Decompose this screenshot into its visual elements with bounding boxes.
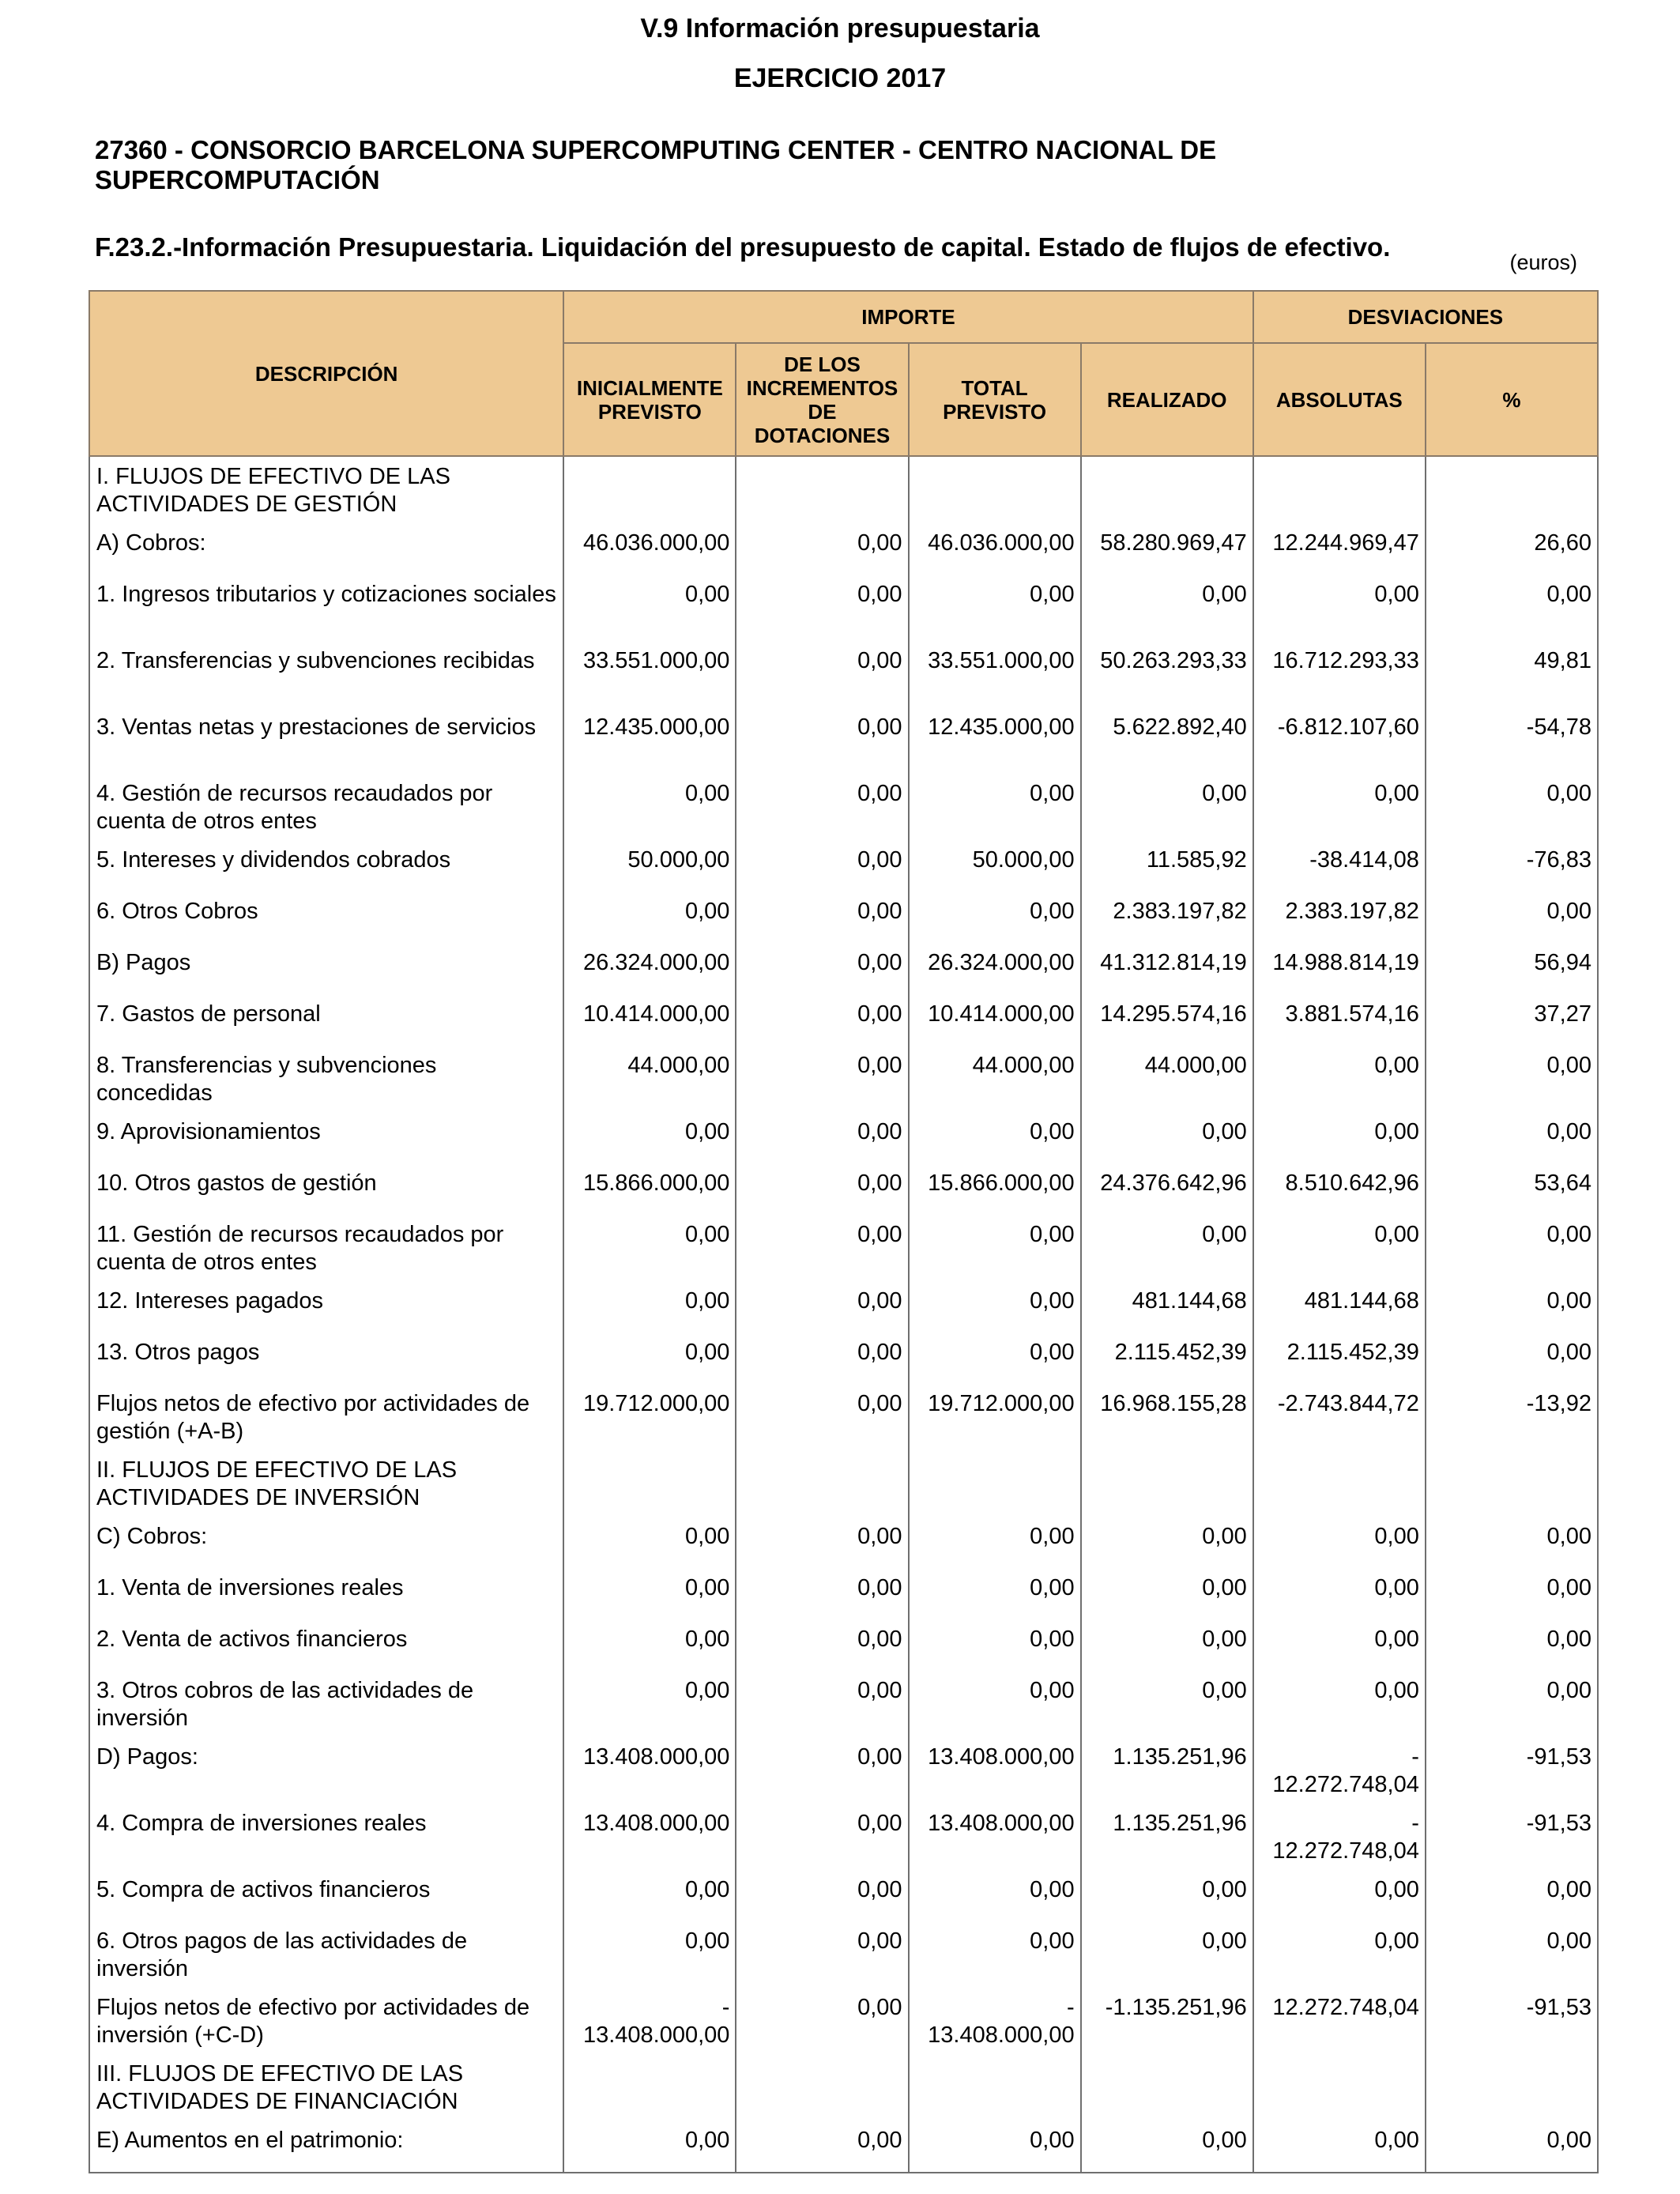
cell-incrementos: 0,00: [736, 1568, 908, 1619]
cell-realizado: 0,00: [1081, 1619, 1253, 1671]
cell-realizado: 5.622.892,40: [1081, 707, 1253, 774]
table-row: [89, 1281, 1598, 1333]
cell-total-previsto: 0,00: [909, 774, 1081, 840]
section-title: V.9 Información presupuestaria: [640, 13, 1040, 43]
cell-absolutas: 12.244.969,47: [1253, 523, 1426, 575]
cell-porcentaje: [1426, 1450, 1598, 1517]
cell-inicialmente-previsto: [563, 2054, 736, 2120]
cell-incrementos: 0,00: [736, 641, 908, 707]
entity-title: 27360 - CONSORCIO BARCELONA SUPERCOMPUTING CENTER - CENTRO NACIONAL DE SUPERCOMPUTACIÓN: [95, 135, 1217, 194]
cell-porcentaje: 53,64: [1426, 1163, 1598, 1215]
cell-total-previsto: 10.414.000,00: [909, 994, 1081, 1046]
table-row: [89, 523, 1598, 575]
cell-total-previsto: [909, 1450, 1081, 1517]
cell-inicialmente-previsto: 0,00: [563, 1619, 736, 1671]
table-row: [89, 2054, 1598, 2120]
table-row: [89, 1671, 1598, 1737]
row-description: B) Pagos: [89, 943, 563, 994]
cell-absolutas: 16.712.293,33: [1253, 641, 1426, 707]
cell-absolutas: 12.272.748,04: [1253, 1988, 1426, 2054]
cell-realizado: 1.135.251,96: [1081, 1737, 1253, 1804]
cell-total-previsto: 19.712.000,00: [909, 1384, 1081, 1450]
row-description: 1. Venta de inversiones reales: [89, 1568, 563, 1619]
cell-porcentaje: -91,53: [1426, 1804, 1598, 1870]
cell-absolutas: 0,00: [1253, 1568, 1426, 1619]
cell-realizado: 41.312.814,19: [1081, 943, 1253, 994]
cell-total-previsto: 44.000,00: [909, 1046, 1081, 1112]
cell-porcentaje: -91,53: [1426, 1737, 1598, 1804]
cell-total-previsto: 0,00: [909, 1333, 1081, 1384]
cell-realizado: 0,00: [1081, 2120, 1253, 2173]
cell-porcentaje: 0,00: [1426, 774, 1598, 840]
cell-realizado: [1081, 456, 1253, 523]
cell-incrementos: [736, 2054, 908, 2120]
row-description: I. FLUJOS DE EFECTIVO DE LAS ACTIVIDADES DE GESTIÓN: [89, 456, 563, 523]
cell-inicialmente-previsto: [563, 1450, 736, 1517]
cell-absolutas: - 12.272.748,04: [1253, 1737, 1426, 1804]
cell-total-previsto: 0,00: [909, 1112, 1081, 1163]
cell-absolutas: - 12.272.748,04: [1253, 1804, 1426, 1870]
cell-total-previsto: 0,00: [909, 892, 1081, 943]
table-row: [89, 1215, 1598, 1281]
cell-absolutas: 0,00: [1253, 1921, 1426, 1988]
cell-total-previsto: 12.435.000,00: [909, 707, 1081, 774]
cell-realizado: 0,00: [1081, 1870, 1253, 1921]
header-total-previsto: TOTAL PREVISTO: [909, 343, 1081, 456]
cell-absolutas: -6.812.107,60: [1253, 707, 1426, 774]
cell-total-previsto: 46.036.000,00: [909, 523, 1081, 575]
row-description: 4. Gestión de recursos recaudados por cuenta de otros entes: [89, 774, 563, 840]
cell-total-previsto: [909, 2054, 1081, 2120]
cell-absolutas: 8.510.642,96: [1253, 1163, 1426, 1215]
cell-porcentaje: -91,53: [1426, 1988, 1598, 2054]
cell-incrementos: 0,00: [736, 892, 908, 943]
cell-realizado: [1081, 1450, 1253, 1517]
exercise-title: EJERCICIO 2017: [733, 63, 947, 93]
cell-realizado: 0,00: [1081, 774, 1253, 840]
cell-porcentaje: -13,92: [1426, 1384, 1598, 1450]
table-row: [89, 1870, 1598, 1921]
table-row: [89, 1804, 1598, 1870]
cell-inicialmente-previsto: 0,00: [563, 1112, 736, 1163]
cell-inicialmente-previsto: 19.712.000,00: [563, 1384, 736, 1450]
cash-flow-table: [89, 290, 1599, 2173]
table-row: [89, 1112, 1598, 1163]
table-row: [89, 1568, 1598, 1619]
row-description: D) Pagos:: [89, 1737, 563, 1804]
cell-total-previsto: 0,00: [909, 1215, 1081, 1281]
cell-absolutas: 481.144,68: [1253, 1281, 1426, 1333]
cell-absolutas: 0,00: [1253, 774, 1426, 840]
row-description: A) Cobros:: [89, 523, 563, 575]
cell-absolutas: 0,00: [1253, 2120, 1426, 2173]
header-importe: IMPORTE: [563, 291, 1252, 343]
cell-incrementos: 0,00: [736, 1046, 908, 1112]
cell-absolutas: 2.383.197,82: [1253, 892, 1426, 943]
row-description: 10. Otros gastos de gestión: [89, 1163, 563, 1215]
cell-incrementos: 0,00: [736, 1163, 908, 1215]
cell-incrementos: 0,00: [736, 943, 908, 994]
cell-total-previsto: 0,00: [909, 2120, 1081, 2173]
table-row: [89, 1384, 1598, 1450]
cell-realizado: [1081, 2054, 1253, 2120]
cell-total-previsto: 0,00: [909, 575, 1081, 641]
row-description: 2. Venta de activos financieros: [89, 1619, 563, 1671]
header-inicialmente-previsto: INICIALMENTE PREVISTO: [563, 343, 736, 456]
cell-incrementos: 0,00: [736, 1988, 908, 2054]
cell-inicialmente-previsto: 33.551.000,00: [563, 641, 736, 707]
table-row: [89, 774, 1598, 840]
cell-inicialmente-previsto: 0,00: [563, 1281, 736, 1333]
row-description: 5. Compra de activos financieros: [89, 1870, 563, 1921]
table-row: [89, 575, 1598, 641]
cell-inicialmente-previsto: 0,00: [563, 1333, 736, 1384]
cell-incrementos: 0,00: [736, 1112, 908, 1163]
cell-porcentaje: [1426, 2054, 1598, 2120]
cell-inicialmente-previsto: [563, 456, 736, 523]
group-header-row: [89, 291, 1598, 343]
cell-realizado: 2.383.197,82: [1081, 892, 1253, 943]
cell-incrementos: 0,00: [736, 1619, 908, 1671]
cell-realizado: 14.295.574,16: [1081, 994, 1253, 1046]
cell-realizado: 0,00: [1081, 575, 1253, 641]
table-row: [89, 2120, 1598, 2173]
table-row: [89, 1046, 1598, 1112]
cell-absolutas: 0,00: [1253, 1112, 1426, 1163]
cell-incrementos: 0,00: [736, 1737, 908, 1804]
table-row: [89, 1450, 1598, 1517]
cell-incrementos: [736, 1450, 908, 1517]
cell-incrementos: 0,00: [736, 1281, 908, 1333]
cell-porcentaje: 56,94: [1426, 943, 1598, 994]
cell-realizado: 0,00: [1081, 1215, 1253, 1281]
cell-inicialmente-previsto: 50.000,00: [563, 840, 736, 892]
table-row: [89, 1517, 1598, 1568]
row-description: 12. Intereses pagados: [89, 1281, 563, 1333]
cell-inicialmente-previsto: 46.036.000,00: [563, 523, 736, 575]
header-incrementos-dotaciones: DE LOS INCREMENTOS DE DOTACIONES: [736, 343, 908, 456]
table-row: [89, 994, 1598, 1046]
table-row: [89, 1988, 1598, 2054]
cell-incrementos: 0,00: [736, 1215, 908, 1281]
cell-inicialmente-previsto: 0,00: [563, 1671, 736, 1737]
cell-porcentaje: 37,27: [1426, 994, 1598, 1046]
cell-realizado: 2.115.452,39: [1081, 1333, 1253, 1384]
cell-absolutas: 3.881.574,16: [1253, 994, 1426, 1046]
cell-realizado: 0,00: [1081, 1921, 1253, 1988]
row-description: Flujos netos de efectivo por actividades de inversión (+C-D): [89, 1988, 563, 2054]
cell-inicialmente-previsto: 15.866.000,00: [563, 1163, 736, 1215]
cell-realizado: 1.135.251,96: [1081, 1804, 1253, 1870]
cell-total-previsto: 0,00: [909, 1517, 1081, 1568]
cell-inicialmente-previsto: 13.408.000,00: [563, 1804, 736, 1870]
row-description: 2. Transferencias y subvenciones recibidas: [89, 641, 563, 707]
cell-absolutas: 0,00: [1253, 1671, 1426, 1737]
cell-realizado: 11.585,92: [1081, 840, 1253, 892]
row-description: 7. Gastos de personal: [89, 994, 563, 1046]
cell-absolutas: 0,00: [1253, 1619, 1426, 1671]
cell-realizado: 0,00: [1081, 1112, 1253, 1163]
cell-inicialmente-previsto: 0,00: [563, 1568, 736, 1619]
row-description: 8. Transferencias y subvenciones concedidas: [89, 1046, 563, 1112]
cell-inicialmente-previsto: 26.324.000,00: [563, 943, 736, 994]
cell-total-previsto: 50.000,00: [909, 840, 1081, 892]
cell-realizado: 24.376.642,96: [1081, 1163, 1253, 1215]
cell-total-previsto: 0,00: [909, 1281, 1081, 1333]
cell-incrementos: 0,00: [736, 1804, 908, 1870]
row-description: 3. Ventas netas y prestaciones de servicios: [89, 707, 563, 774]
cell-porcentaje: 0,00: [1426, 1870, 1598, 1921]
cell-porcentaje: -76,83: [1426, 840, 1598, 892]
table-row: [89, 1163, 1598, 1215]
cell-realizado: 44.000,00: [1081, 1046, 1253, 1112]
cell-realizado: 58.280.969,47: [1081, 523, 1253, 575]
table-row: [89, 840, 1598, 892]
header-descripcion: DESCRIPCIÓN: [89, 291, 563, 456]
cell-porcentaje: 0,00: [1426, 1281, 1598, 1333]
cell-porcentaje: 0,00: [1426, 1671, 1598, 1737]
cell-realizado: 0,00: [1081, 1671, 1253, 1737]
cell-porcentaje: 0,00: [1426, 1517, 1598, 1568]
cell-realizado: 16.968.155,28: [1081, 1384, 1253, 1450]
cell-inicialmente-previsto: 10.414.000,00: [563, 994, 736, 1046]
cell-realizado: 481.144,68: [1081, 1281, 1253, 1333]
cell-inicialmente-previsto: 0,00: [563, 2120, 736, 2173]
cell-incrementos: 0,00: [736, 840, 908, 892]
cell-absolutas: [1253, 456, 1426, 523]
cell-total-previsto: 26.324.000,00: [909, 943, 1081, 994]
cell-incrementos: 0,00: [736, 1517, 908, 1568]
table-row: [89, 1921, 1598, 1988]
cell-porcentaje: 49,81: [1426, 641, 1598, 707]
cell-realizado: 0,00: [1081, 1517, 1253, 1568]
cell-total-previsto: 0,00: [909, 1568, 1081, 1619]
row-description: 11. Gestión de recursos recaudados por cuenta de otros entes: [89, 1215, 563, 1281]
row-description: 5. Intereses y dividendos cobrados: [89, 840, 563, 892]
cell-absolutas: [1253, 1450, 1426, 1517]
row-description: C) Cobros:: [89, 1517, 563, 1568]
cell-incrementos: 0,00: [736, 1671, 908, 1737]
cell-incrementos: 0,00: [736, 1870, 908, 1921]
cell-absolutas: -38.414,08: [1253, 840, 1426, 892]
header-realizado: REALIZADO: [1081, 343, 1253, 456]
row-description: III. FLUJOS DE EFECTIVO DE LAS ACTIVIDADES DE FINANCIACIÓN: [89, 2054, 563, 2120]
cell-inicialmente-previsto: 0,00: [563, 1517, 736, 1568]
cell-inicialmente-previsto: 0,00: [563, 575, 736, 641]
cell-total-previsto: 0,00: [909, 1671, 1081, 1737]
cell-porcentaje: 0,00: [1426, 892, 1598, 943]
cell-porcentaje: 0,00: [1426, 1921, 1598, 1988]
cell-total-previsto: 13.408.000,00: [909, 1804, 1081, 1870]
cell-absolutas: 2.115.452,39: [1253, 1333, 1426, 1384]
row-description: 4. Compra de inversiones reales: [89, 1804, 563, 1870]
cell-porcentaje: 26,60: [1426, 523, 1598, 575]
cell-inicialmente-previsto: 44.000,00: [563, 1046, 736, 1112]
cell-absolutas: 0,00: [1253, 1870, 1426, 1921]
table-row: [89, 641, 1598, 707]
cell-absolutas: -2.743.844,72: [1253, 1384, 1426, 1450]
cell-porcentaje: 0,00: [1426, 1046, 1598, 1112]
table-row: [89, 707, 1598, 774]
form-title: F.23.2.-Información Presupuestaria. Liquidación del presupuesto de capital. Estado de flujos de efectivo.: [95, 232, 1391, 262]
table-row: [89, 1737, 1598, 1804]
row-description: II. FLUJOS DE EFECTIVO DE LAS ACTIVIDADES DE INVERSIÓN: [89, 1450, 563, 1517]
cell-incrementos: 0,00: [736, 2120, 908, 2173]
cell-incrementos: 0,00: [736, 523, 908, 575]
cell-porcentaje: 0,00: [1426, 2120, 1598, 2173]
cell-incrementos: 0,00: [736, 1384, 908, 1450]
cell-inicialmente-previsto: - 13.408.000,00: [563, 1988, 736, 2054]
cell-absolutas: 14.988.814,19: [1253, 943, 1426, 994]
cell-incrementos: 0,00: [736, 575, 908, 641]
cell-total-previsto: 0,00: [909, 1870, 1081, 1921]
cell-realizado: 0,00: [1081, 1568, 1253, 1619]
cell-absolutas: 0,00: [1253, 1046, 1426, 1112]
cell-incrementos: 0,00: [736, 1333, 908, 1384]
cell-incrementos: 0,00: [736, 1921, 908, 1988]
cell-inicialmente-previsto: 0,00: [563, 1215, 736, 1281]
cell-realizado: -1.135.251,96: [1081, 1988, 1253, 2054]
row-description: 9. Aprovisionamientos: [89, 1112, 563, 1163]
cell-total-previsto: 33.551.000,00: [909, 641, 1081, 707]
row-description: 6. Otros pagos de las actividades de inversión: [89, 1921, 563, 1988]
cell-porcentaje: 0,00: [1426, 1619, 1598, 1671]
table-row: [89, 943, 1598, 994]
row-description: Flujos netos de efectivo por actividades de gestión (+A-B): [89, 1384, 563, 1450]
cell-absolutas: 0,00: [1253, 575, 1426, 641]
cell-porcentaje: 0,00: [1426, 575, 1598, 641]
cell-total-previsto: 15.866.000,00: [909, 1163, 1081, 1215]
cell-porcentaje: 0,00: [1426, 1112, 1598, 1163]
row-description: 13. Otros pagos: [89, 1333, 563, 1384]
cell-inicialmente-previsto: 0,00: [563, 892, 736, 943]
cell-inicialmente-previsto: 13.408.000,00: [563, 1737, 736, 1804]
cell-inicialmente-previsto: 0,00: [563, 1921, 736, 1988]
table-row: [89, 1619, 1598, 1671]
cell-absolutas: 0,00: [1253, 1215, 1426, 1281]
cell-incrementos: [736, 456, 908, 523]
cell-incrementos: 0,00: [736, 707, 908, 774]
cell-porcentaje: 0,00: [1426, 1215, 1598, 1281]
cell-realizado: 50.263.293,33: [1081, 641, 1253, 707]
cell-absolutas: 0,00: [1253, 1517, 1426, 1568]
header-porcentaje: %: [1426, 343, 1598, 456]
table-row: [89, 456, 1598, 523]
cell-total-previsto: 0,00: [909, 1619, 1081, 1671]
cell-total-previsto: 13.408.000,00: [909, 1737, 1081, 1804]
row-description: E) Aumentos en el patrimonio:: [89, 2120, 563, 2173]
cell-porcentaje: 0,00: [1426, 1568, 1598, 1619]
cell-absolutas: [1253, 2054, 1426, 2120]
cell-total-previsto: 0,00: [909, 1921, 1081, 1988]
header-desviaciones: DESVIACIONES: [1253, 291, 1598, 343]
row-description: 3. Otros cobros de las actividades de inversión: [89, 1671, 563, 1737]
cell-porcentaje: 0,00: [1426, 1333, 1598, 1384]
cell-inicialmente-previsto: 0,00: [563, 1870, 736, 1921]
table-row: [89, 1333, 1598, 1384]
cell-inicialmente-previsto: 0,00: [563, 774, 736, 840]
cell-incrementos: 0,00: [736, 994, 908, 1046]
row-description: 1. Ingresos tributarios y cotizaciones sociales: [89, 575, 563, 641]
cell-porcentaje: -54,78: [1426, 707, 1598, 774]
units-label: (euros): [1509, 251, 1577, 274]
cell-total-previsto: [909, 456, 1081, 523]
cell-total-previsto: - 13.408.000,00: [909, 1988, 1081, 2054]
cell-porcentaje: [1426, 456, 1598, 523]
cell-incrementos: 0,00: [736, 774, 908, 840]
header-absolutas: ABSOLUTAS: [1253, 343, 1426, 456]
row-description: 6. Otros Cobros: [89, 892, 563, 943]
table-row: [89, 892, 1598, 943]
cell-inicialmente-previsto: 12.435.000,00: [563, 707, 736, 774]
